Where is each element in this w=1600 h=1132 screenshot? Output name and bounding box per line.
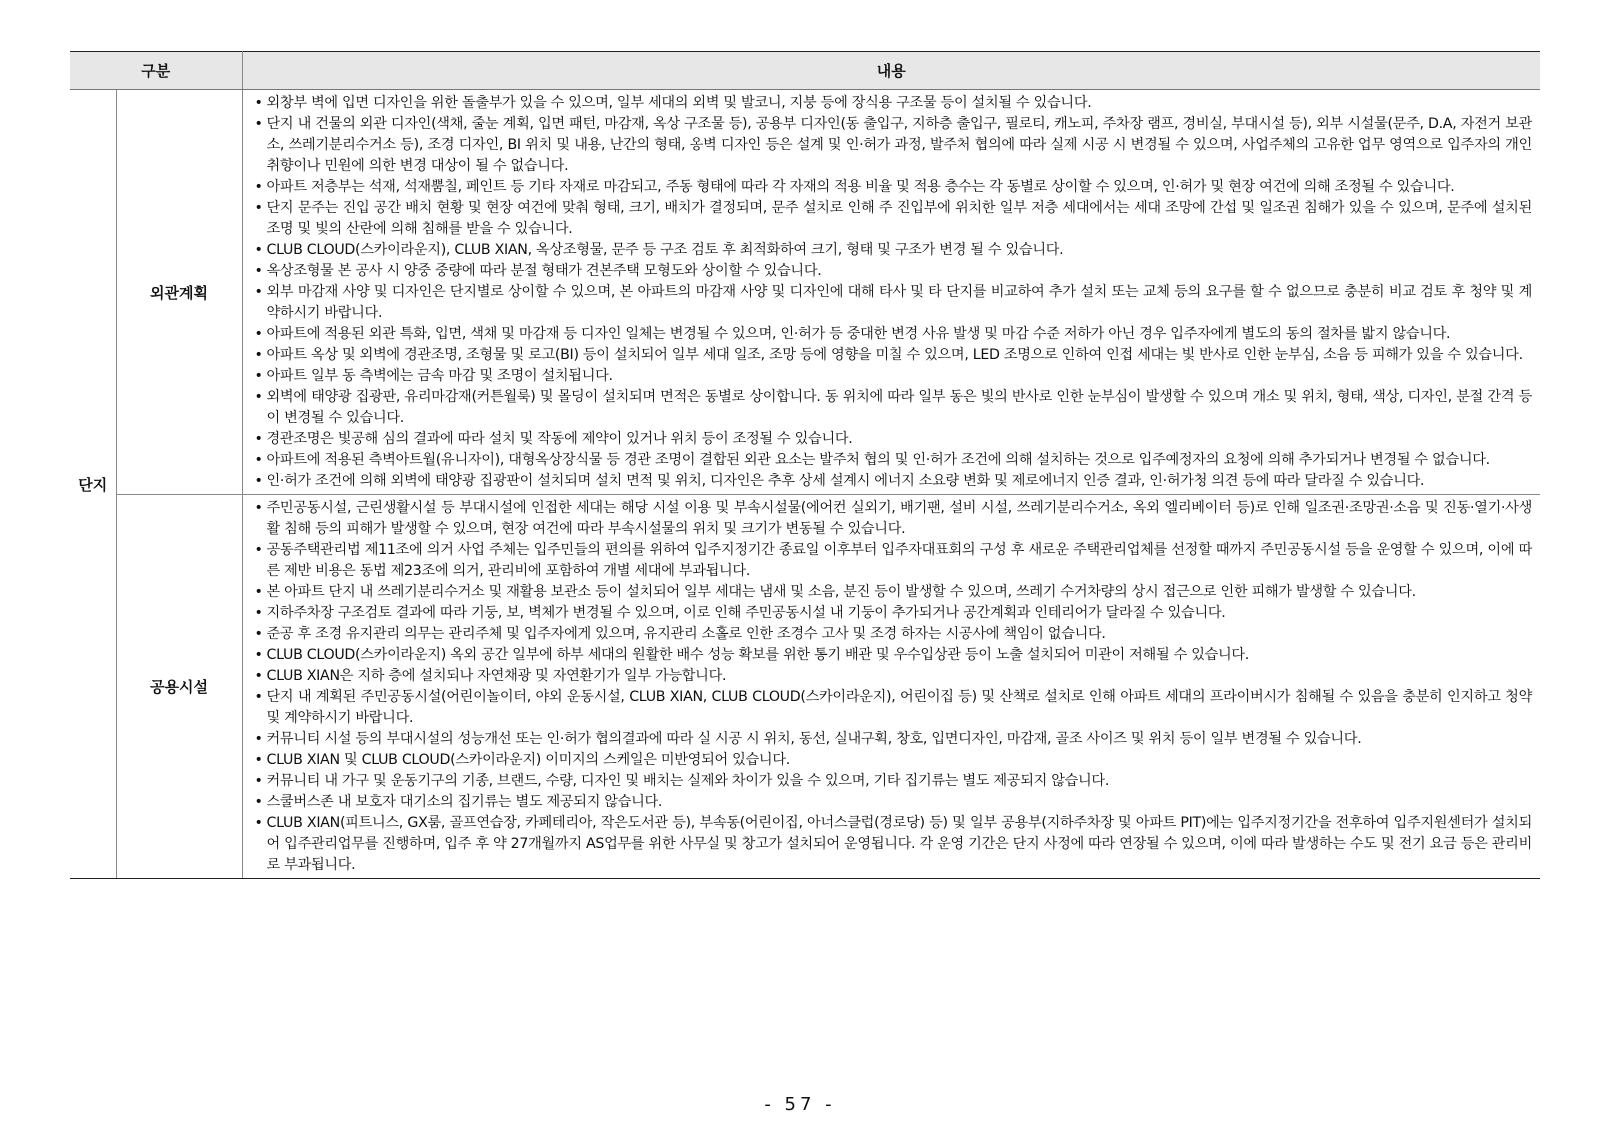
list-item: • CLUB XIAN(피트니스, GX룸, 골프연습장, 카페테리아, 작은도서관 등), 부속동(어린이집, 아너스클럽(경로당) 등) 및 일부 공용부(지하주차장 및 아파트 PIT)에는 입주지정기간을 전후하여 입주지원센터가 설치되어 입주관리업무를 진행하며, 입주 후 약 27개월까지 AS업무를 위한 사무실 및 창고가 설치되어 운영됩니다. 각 운영 기간은 단지 사정에 따라 연장될 수 있으며, 이에 따라 발생하는 수도 및 전기 요금 등은 관리비로 부과됩니다. [255, 813, 1532, 876]
list-item: • 외부 마감재 사양 및 디자인은 단지별로 상이할 수 있으며, 본 아파트의 마감재 사양 및 디자인에 대해 타사 및 타 단지를 비교하여 추가 설치 또는 교체 등의 요구를 할 수 없으므로 충분히 비교 검토 후 청약 및 계약하시기 바랍니다. [255, 282, 1532, 324]
bullet-list [255, 498, 1532, 876]
list-item: • 아파트 일부 동 측벽에는 금속 마감 및 조명이 설치됩니다. [255, 366, 1532, 387]
table-header-row [70, 52, 1540, 90]
list-item: • 준공 후 조경 유지관리 의무는 관리주체 및 입주자에게 있으며, 유지관리 소홀로 인한 조경수 고사 및 조경 하자는 시공사에 책임이 없습니다. [255, 624, 1532, 645]
row-content-common-facilities [242, 495, 1540, 879]
list-item: • 본 아파트 단지 내 쓰레기분리수거소 및 재활용 보관소 등이 설치되어 일부 세대는 냄새 및 소음, 분진 등이 발생할 수 있으며, 쓰레기 수거차량의 상시 접근으로 인한 피해가 발생할 수 있습니다. [255, 582, 1532, 603]
table-row [70, 90, 1540, 495]
list-item: • 주민공동시설, 근린생활시설 등 부대시설에 인접한 세대는 해당 시설 이용 및 부속시설물(에어컨 실외기, 배기팬, 설비 시설, 쓰레기분리수거소, 옥외 엘리베이터 등)로 인해 일조권·조망권·소음 및 진동·열기·사생활 침해 등의 피해가 발생할 수 있으며, 현장 여건에 따라 부속시설물의 위치 및 크기가 변동될 수 있습니다. [255, 498, 1532, 540]
list-item: • 커뮤니티 시설 등의 부대시설의 성능개선 또는 인·허가 협의결과에 따라 실 시공 시 위치, 동선, 실내구획, 창호, 입면디자인, 마감재, 골조 사이즈 및 위치 등이 일부 변경될 수 있습니다. [255, 729, 1532, 750]
bullet-list [255, 93, 1532, 492]
list-item: • 옥상조형물 본 공사 시 양중 중량에 따라 분절 형태가 견본주택 모형도와 상이할 수 있습니다. [255, 261, 1532, 282]
list-item: • 아파트에 적용된 측벽아트월(유니자이), 대형옥상장식물 등 경관 조명이 결합된 외관 요소는 발주처 협의 및 인·허가 조건에 의해 설치하는 것으로 입주예정자의 요청에 의해 추가되거나 변경될 수 없습니다. [255, 450, 1532, 471]
list-item: • 아파트 옥상 및 외벽에 경관조명, 조형물 및 로고(BI) 등이 설치되어 일부 세대 일조, 조망 등에 영향을 미칠 수 있으며, LED 조명으로 인하여 인접 세대는 빛 반사로 인한 눈부심, 소음 등 피해가 있을 수 있습니다. [255, 345, 1532, 366]
list-item: • 아파트 저층부는 석재, 석재뿜칠, 페인트 등 기타 자재로 마감되고, 주동 형태에 따라 각 자재의 적용 비율 및 적용 층수는 각 동별로 상이할 수 있으며, 인·허가 및 현장 여건에 의해 조정될 수 있습니다. [255, 177, 1532, 198]
header-category: 구분 [70, 52, 242, 90]
section-label: 단지 [70, 90, 116, 879]
list-item: • CLUB XIAN 및 CLUB CLOUD(스카이라운지) 이미지의 스케일은 미반영되어 있습니다. [255, 750, 1532, 771]
list-item: • 공동주택관리법 제11조에 의거 사업 주체는 입주민들의 편의를 위하여 입주지정기간 종료일 이후부터 입주자대표회의 구성 후 새로운 주택관리업체를 선정할 때까지 주민공동시설 등을 운영할 수 있으며, 이에 따른 제반 비용은 동법 제23조에 의거, 관리비에 포함하여 개별 세대에 부과됩니다. [255, 540, 1532, 582]
list-item: • 단지 내 계획된 주민공동시설(어린이놀이터, 야외 운동시설, CLUB XIAN, CLUB CLOUD(스카이라운지), 어린이집 등) 및 산책로 설치로 인해 아파트 세대의 프라이버시가 침해될 수 있음을 충분히 인지하고 청약 및 계약하시기 바랍니다. [255, 687, 1532, 729]
list-item: • 외벽에 태양광 집광판, 유리마감재(커튼월룩) 및 몰딩이 설치되며 면적은 동별로 상이합니다. 동 위치에 따라 일부 동은 빛의 반사로 인한 눈부심이 발생할 수 있으며 개소 및 위치, 형태, 색상, 디자인, 분절 간격 등이 변경될 수 있습니다. [255, 387, 1532, 429]
list-item: • 단지 문주는 진입 공간 배치 현황 및 현장 여건에 맞춰 형태, 크기, 배치가 결정되며, 문주 설치로 인해 주 진입부에 위치한 일부 저층 세대에서는 세대 조망에 간섭 및 일조권 침해가 있을 수 있으며, 문주에 설치된 조명 및 빛의 산란에 의해 침해를 받을 수 있습니다. [255, 198, 1532, 240]
list-item: • 경관조명은 빛공해 심의 결과에 따라 설치 및 작동에 제약이 있거나 위치 등이 조정될 수 있습니다. [255, 429, 1532, 450]
table-row [70, 495, 1540, 879]
header-content: 내용 [242, 52, 1540, 90]
list-item: • CLUB XIAN은 지하 층에 설치되나 자연채광 및 자연환기가 일부 가능합니다. [255, 666, 1532, 687]
row-label-exterior: 외관계획 [116, 90, 242, 495]
row-content-exterior [242, 90, 1540, 495]
list-item: • 아파트에 적용된 외관 특화, 입면, 색채 및 마감재 등 디자인 일체는 변경될 수 있으며, 인·허가 등 중대한 변경 사유 발생 및 마감 수준 저하가 아닌 경우 입주자에게 별도의 동의 절차를 밟지 않습니다. [255, 324, 1532, 345]
list-item: • 지하주차장 구조검토 결과에 따라 기둥, 보, 벽체가 변경될 수 있으며, 이로 인해 주민공동시설 내 기둥이 추가되거나 공간계획과 인테리어가 달라질 수 있습니다. [255, 603, 1532, 624]
list-item: • 인·허가 조건에 의해 외벽에 태양광 집광판이 설치되며 설치 면적 및 위치, 디자인은 추후 상세 설계시 에너지 소요량 변화 및 제로에너지 인증 결과, 인·허가청 의견 등에 따라 달라질 수 있습니다. [255, 471, 1532, 492]
page-number: - 57 - [764, 1094, 836, 1115]
row-label-common-facilities: 공용시설 [116, 495, 242, 879]
list-item: • 커뮤니티 내 가구 및 운동기구의 기종, 브랜드, 수량, 디자인 및 배치는 실제와 차이가 있을 수 있으며, 기타 집기류는 별도 제공되지 않습니다. [255, 771, 1532, 792]
notice-table [70, 51, 1540, 879]
list-item: • 단지 내 건물의 외관 디자인(색채, 줄눈 계획, 입면 패턴, 마감재, 옥상 구조물 등), 공용부 디자인(동 출입구, 지하층 출입구, 필로티, 캐노피, 주차장 램프, 경비실, 부대시설 등), 외부 시설물(문주, D.A, 자전거 보관소, 쓰레기분리수거소 등), 조경 디자인, BI 위치 및 내용, 난간의 형태, 옹벽 디자인 등은 설계 및 인·허가 과정, 발주처 협의에 따라 실제 시공 시 변경될 수 있으며, 사업주체의 고유한 업무 영역으로 입주자의 개인 취향이나 민원에 의한 변경 대상이 될 수 없습니다. [255, 114, 1532, 177]
list-item: • CLUB CLOUD(스카이라운지) 옥외 공간 일부에 하부 세대의 원활한 배수 성능 확보를 위한 통기 배관 및 우수입상관 등이 노출 설치되어 미관이 저해될 수 있습니다. [255, 645, 1532, 666]
list-item: • 외창부 벽에 입면 디자인을 위한 돌출부가 있을 수 있으며, 일부 세대의 외벽 및 발코니, 지붕 등에 장식용 구조물 등이 설치될 수 있습니다. [255, 93, 1532, 114]
list-item: • 스쿨버스존 내 보호자 대기소의 집기류는 별도 제공되지 않습니다. [255, 792, 1532, 813]
list-item: • CLUB CLOUD(스카이라운지), CLUB XIAN, 옥상조형물, 문주 등 구조 검토 후 최적화하여 크기, 형태 및 구조가 변경 될 수 있습니다. [255, 240, 1532, 261]
